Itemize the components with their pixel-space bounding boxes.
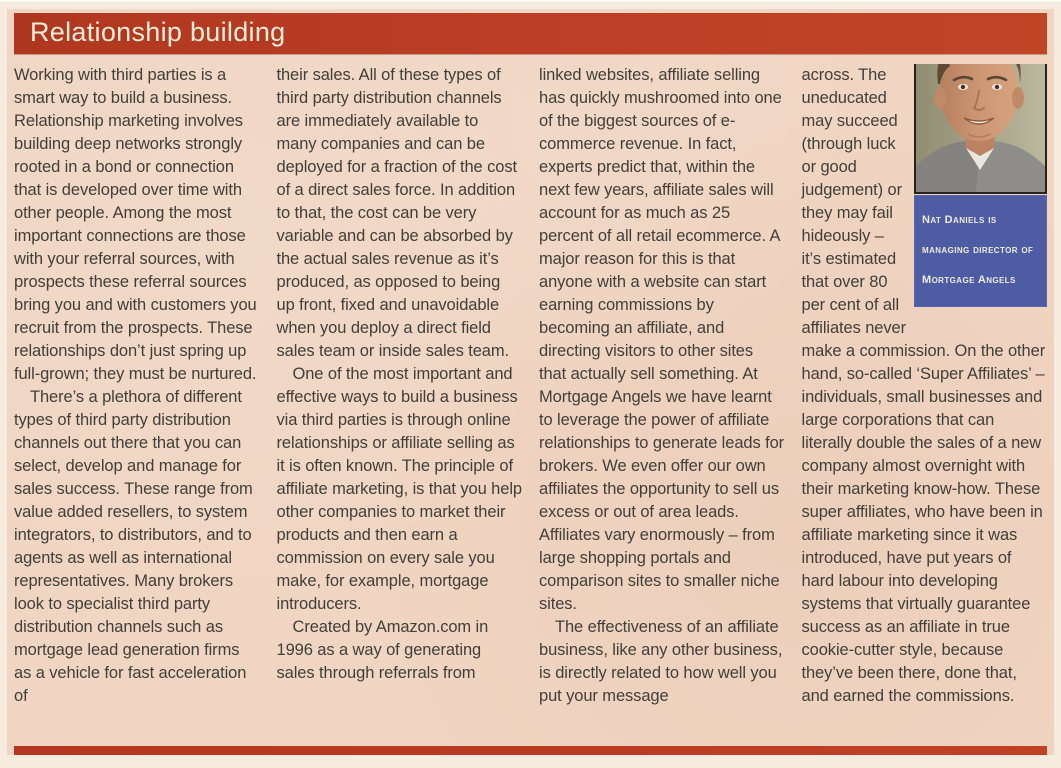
portrait-photo-illustration bbox=[916, 64, 1045, 192]
text-column-2 bbox=[277, 64, 523, 742]
photo-caption: Nat Daniels is managing director of Mortgage Angels bbox=[914, 195, 1047, 307]
paragraph: across. The uneducated may succeed (through luck or good judgement) or they may fail hideously – it’s estimated that over 80 per cent of all affiliates never make a commission. On the other hand, so-called ‘Super Affiliates’ – individuals, small businesses and large corporations that can literally double the sales of a new company almost overnight with their marketing know-how. These super affiliates, who have been in affiliate marketing since it was introduced, have put years of hard labour into developing systems that virtually guarantee success as an affiliate in true cookie-cutter style, because they’ve been there, done that, and earned the commissions. bbox=[801, 66, 1046, 705]
text-column-4 bbox=[802, 64, 1048, 742]
page-title: Relationship building bbox=[30, 17, 286, 47]
article-panel bbox=[7, 9, 1054, 755]
paragraph: The effectiveness of an affiliate business, like any other business, is directly related to how well you put your message bbox=[539, 618, 783, 705]
footer-rule bbox=[14, 746, 1047, 755]
paragraph: There’s a plethora of different types of third party distribution channels out there that you can select, develop and manage for sales success. These range from value added resellers, to system integrators, to distributors, and to agents as well as international representatives. Many brokers look to specialist third party distribution channels such as mortgage lead generation firms as a vehicle for fast acceleration of bbox=[14, 388, 253, 705]
text-column-3 bbox=[539, 64, 785, 742]
paragraph: linked websites, affiliate selling has quickly mushroomed into one of the biggest sources of e-commerce revenue. In fact, experts predict that, within the next few years, affiliate sales will account for as much as 25 percent of all retail ecommerce. A major reason for this is that anyone with a website can start earning commissions by becoming an affiliate, and directing visitors to other sites that actually sell something. At Mortgage Angels we have learnt to leverage the power of affiliate relationships to generate leads for brokers. We even offer our own affiliates the opportunity to sell us excess or out of area leads. Affiliates vary enormously – from large shopping portals and comparison sites to smaller niche sites. bbox=[539, 66, 785, 613]
photo-block bbox=[914, 64, 1047, 307]
portrait-photo bbox=[914, 64, 1047, 194]
paragraph: One of the most important and effective ways to build a business via third parties is through online relationships or affiliate selling as it is often known. The principle of affiliate marketing, is that you help other companies to market their products and then earn a commission on every sale you make, for example, mortgage introducers. bbox=[276, 365, 522, 613]
paragraph: their sales. All of these types of third party distribution channels are immediately available to many companies and can be deployed for a fraction of the cost of a direct sales force. In addition to that, the cost can be very variable and can be absorbed by the actual sales revenue as it’s produced, as opposed to being up front, fixed and unavoidable when you deploy a direct field sales team or inside sales team. bbox=[276, 66, 517, 360]
text-column-1 bbox=[14, 64, 260, 742]
article-header bbox=[14, 13, 1047, 54]
paragraph: Working with third parties is a smart way to build a business. Relationship marketing involves building deep networks strongly rooted in a bond or connection that is developed over time with other people. Among the most important connections are those with your referral sources, with prospects these referral sources bring you and with customers you recruit from the prospects. These relationships don’t just spring up full-grown; they must be nurtured. bbox=[14, 66, 257, 383]
paragraph: Created by Amazon.com in 1996 as a way of generating sales through referrals from bbox=[276, 618, 489, 682]
article-body bbox=[14, 64, 1047, 742]
